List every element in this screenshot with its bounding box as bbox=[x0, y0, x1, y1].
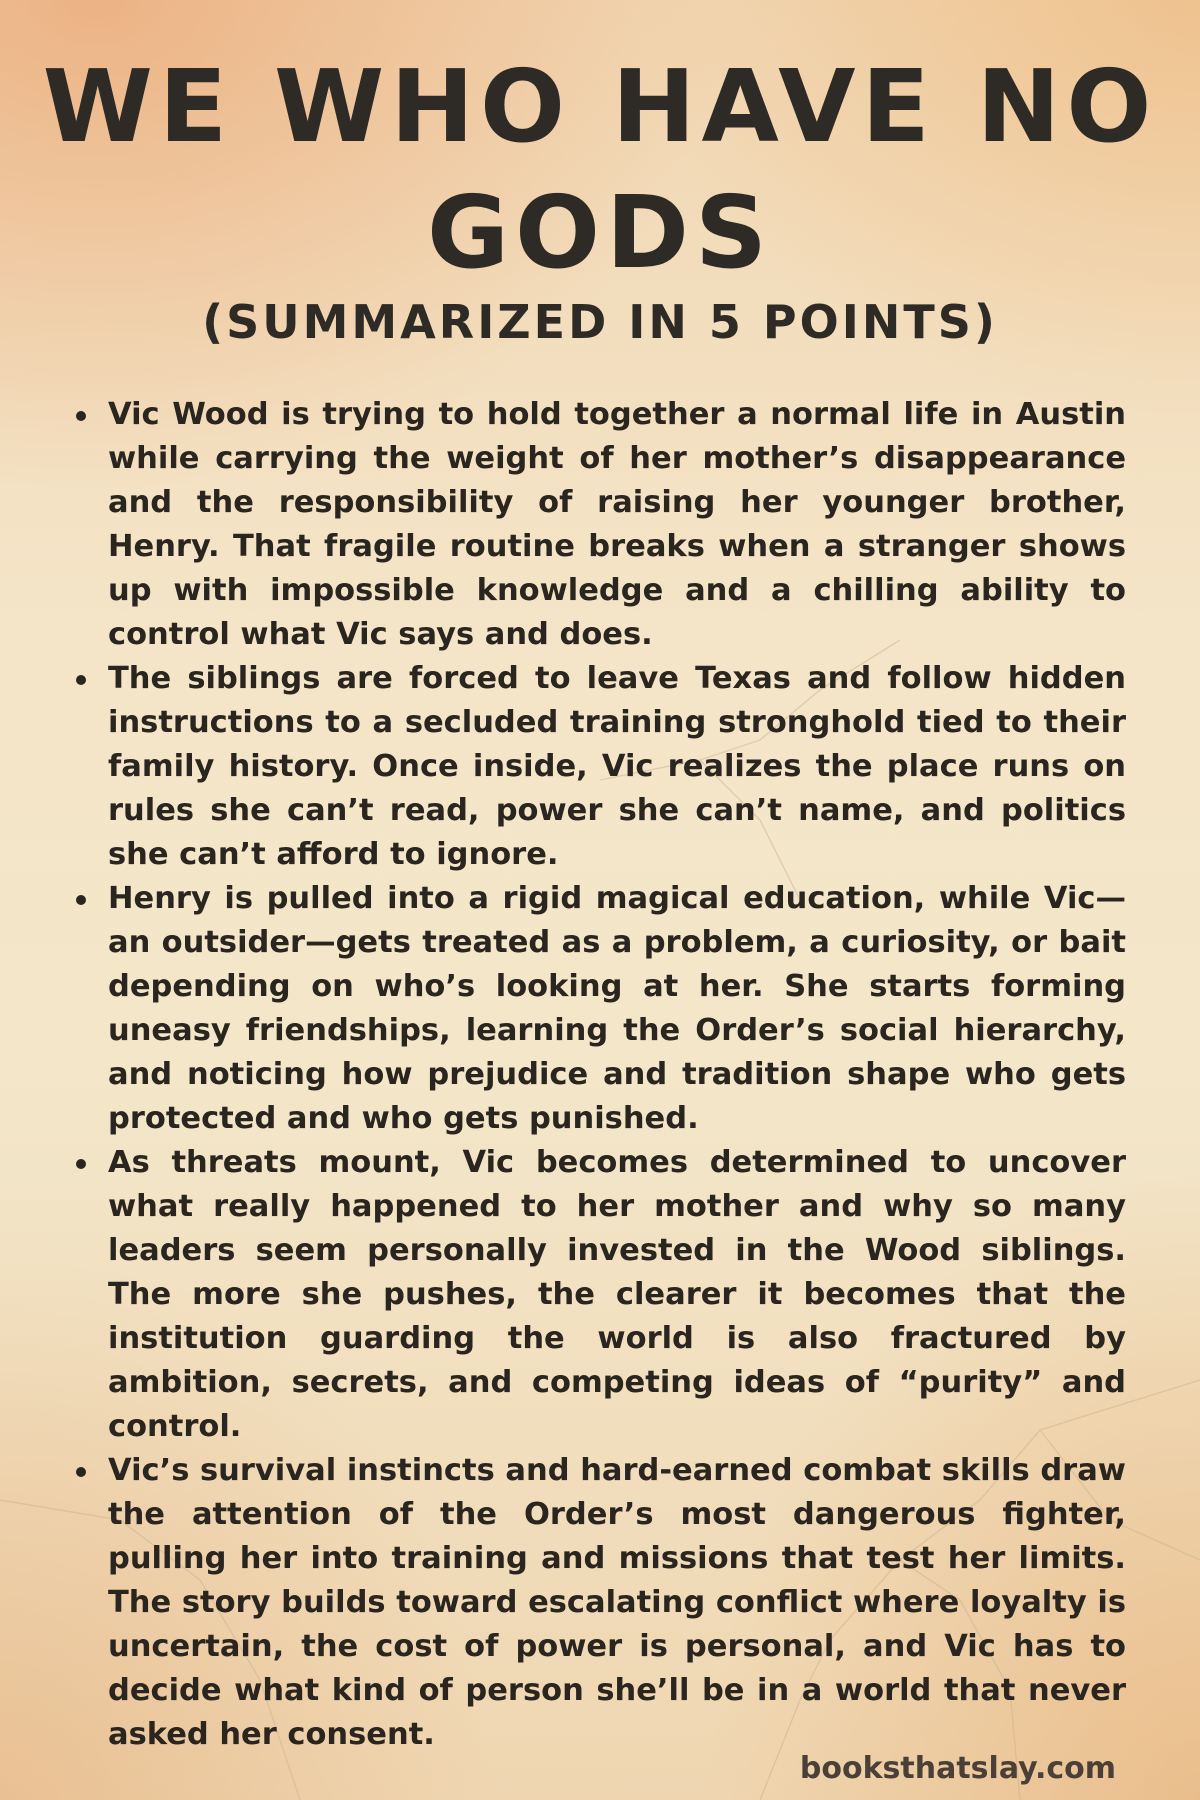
website-watermark: booksthatslay.com bbox=[799, 1751, 1116, 1786]
summary-points-list bbox=[74, 393, 1126, 1757]
summary-point bbox=[74, 1449, 1126, 1757]
summary-point-text: Vic’s survival instincts and hard-earned combat skills draw the attention of the Order’s most dangerous fighter, pulling her into training and missions that test her limits. The story builds toward escalating conflict where loyalty is uncertain, the cost of power is personal, and Vic has to decide what kind of person she’ll be in a world that never asked her consent. bbox=[108, 1453, 1126, 1752]
summary-point-text: As threats mount, Vic becomes determined to uncover what really happened to her mother and why so many leaders seem personally invested in the Wood siblings. The more she pushes, the clearer it becomes that the institution guarding the world is also fractured by ambition, secrets, and competing ideas of “purity” and control. bbox=[108, 1145, 1126, 1444]
bullet-dot-icon bbox=[76, 1159, 86, 1169]
summary-point-text: The siblings are forced to leave Texas and follow hidden instructions to a secluded training stronghold tied to their family history. Once inside, Vic realizes the place runs on rules she can’t read, power she can’t name, and politics she can’t afford to ignore. bbox=[108, 661, 1126, 872]
page-subtitle: (SUMMARIZED IN 5 POINTS) bbox=[202, 295, 998, 349]
bullet-dot-icon bbox=[76, 411, 86, 421]
summary-point bbox=[74, 657, 1126, 877]
summary-point bbox=[74, 393, 1126, 657]
summary-point bbox=[74, 1141, 1126, 1449]
bullet-dot-icon bbox=[76, 675, 86, 685]
bullet-dot-icon bbox=[76, 895, 86, 905]
summary-point bbox=[74, 877, 1126, 1141]
page-title: WE WHO HAVE NO GODS bbox=[42, 48, 1158, 291]
bullet-dot-icon bbox=[76, 1467, 86, 1477]
summary-point-text: Vic Wood is trying to hold together a normal life in Austin while carrying the weight of her mother’s disappearance and the responsibility of raising her younger brother, Henry. That fragile routine breaks when a stranger shows up with impossible knowledge and a chilling ability to control what Vic says and does. bbox=[108, 397, 1126, 652]
summary-point-text: Henry is pulled into a rigid magical education, while Vic—an outsider—gets treated as a problem, a curiosity, or bait depending on who’s looking at her. She starts forming uneasy friendships, learning the Order’s social hierarchy, and noticing how prejudice and tradition shape who gets protected and who gets punished. bbox=[108, 881, 1126, 1136]
